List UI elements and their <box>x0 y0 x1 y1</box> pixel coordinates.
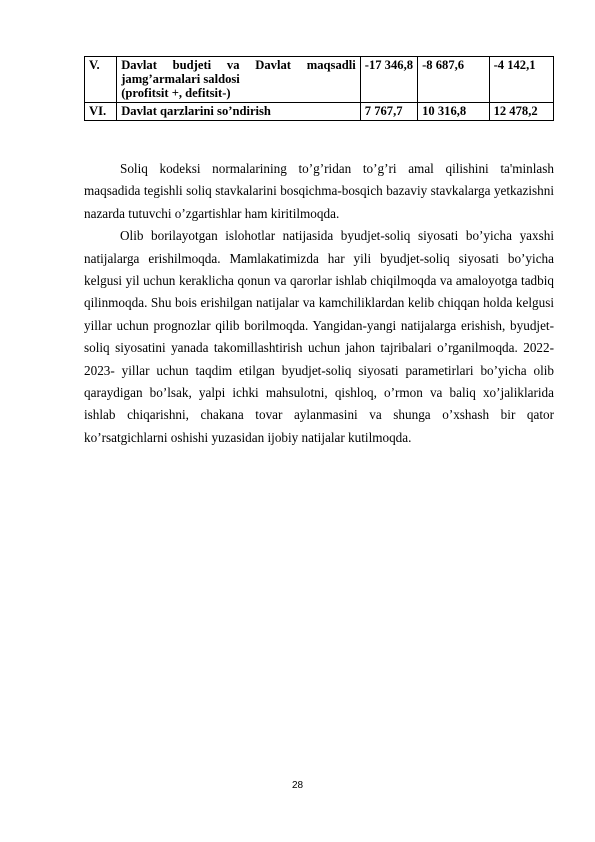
body-text <box>84 158 554 449</box>
row-label-line: (profitsit +, defitsit-) <box>121 86 231 100</box>
table-row <box>85 57 554 103</box>
value-cell: -8 687,6 <box>418 57 489 103</box>
value-cell: -17 346,8 <box>360 57 417 103</box>
page-number: 28 <box>291 780 304 791</box>
budget-table <box>84 56 554 121</box>
table-row <box>85 103 554 121</box>
row-label-line: Davlat budjeti va Davlat maqsadli <box>121 58 356 72</box>
value-cell: 7 767,7 <box>360 103 417 121</box>
paragraph: Soliq kodeksi normalarining to’g’ridan to’g’ri amal qilishini ta'minlash maqsadida tegishli soliq stavkalarini bosqichma-bosqich bazaviy stavkalarga yetkazishni nazarda tutuvchi o’zgartishlar ham kiritilmoqda. <box>84 161 554 221</box>
row-label: Davlat qarzlarini so’ndirish <box>117 103 361 121</box>
row-number: V. <box>85 57 117 103</box>
row-number: VI. <box>85 103 117 121</box>
row-label-line: jamg’armalari saldosi <box>121 72 240 86</box>
value-cell: 12 478,2 <box>489 103 553 121</box>
value-cell: -4 142,1 <box>489 57 553 103</box>
row-label <box>117 57 361 103</box>
value-cell: 10 316,8 <box>418 103 489 121</box>
paragraph: Olib borilayotgan islohotlar natijasida byudjet-soliq siyosati bo’yicha yaxshi natijalarga erishilmoqda. Mamlakatimizda har yili byudjet-soliq siyosati bo’yicha kelgusi yil uchun keraklicha qonun va qarorlar ishlab chiqilmoqda va amaloyotga tadbiq qilinmoqda. Shu bois erishilgan natijalar va kamchiliklardan kelib chiqqan holda kelgusi yillar uchun prognozlar qilib borilmoqda. Yangidan-yangi natijalarga erishish, byudjet-soliq siyosatini yanada takomillashtirish uchun jahon tajribalari o’rganilmoqda. 2022-2023- yillar uchun taqdim etilgan byudjet-soliq siyosati parametirlari bo’yicha olib qaraydigan bo’lsak, yalpi ichki mahsulotni, qishloq, o’rmon va baliq xo’jaliklarida ishlab chiqarishni, chakana tovar aylanmasini va shunga o’xshash bir qator ko’rsatgichlarni oshishi yuzasidan ijobiy natijalar kutilmoqda. <box>84 228 554 445</box>
